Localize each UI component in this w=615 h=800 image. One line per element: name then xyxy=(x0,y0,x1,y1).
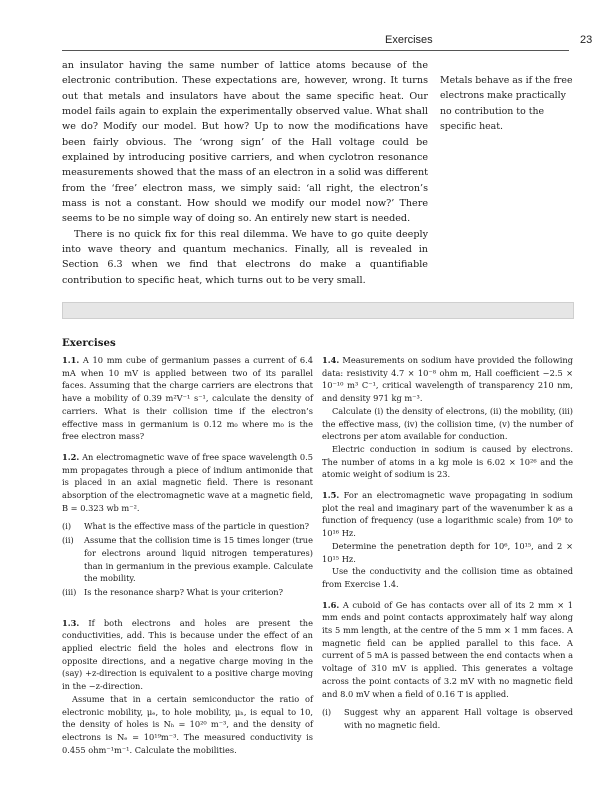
exercise-text: For an electromagnetic wave propagating in sodium plot the real and imaginary part of the wavenumber k as a function of frequency (use a logarithmic scale) from 10⁶ to 10¹⁶ Hz. xyxy=(322,490,573,539)
running-title: Exercises xyxy=(385,34,433,46)
exercise-text: A cuboid of Ge has contacts over all of its 2 mm × 1 mm ends and point contacts approximately half way along its 5 mm length, at the centre of the 5 mm × 1 mm faces. A magnetic field can be applied parallel to this face. A current of 5 mA is passed between the end contacts when a voltage of 310 mV is applied. This generates a voltage across the point contacts of 3.2 mV with no magnetic field and 8.0 mV when a field of 0.16 T is applied. xyxy=(322,599,573,699)
exercise-number: 1.3. xyxy=(62,617,80,628)
exercise-text-continued: Assume that in a certain semiconductor the ratio of electronic mobility, μₑ, to hole mobility, μₕ, is equal to 10, the density of holes is Nₕ = 10²⁰ m⁻³, and the density of electrons is Nₑ = 10¹⁹m⁻³. The measured conductivity is 0.455 ohm⁻¹m⁻¹. Calculate the mobilities. xyxy=(62,693,313,755)
exercise-1-6-subitems xyxy=(322,706,573,731)
exercise-number: 1.4. xyxy=(322,355,340,365)
body-paragraph-2: There is no quick fix for this real dilemma. We have to go quite deeply into wave theory and quantum mechanics. Finally, all is revealed in Section 6.3 when we find that electrons do make a quantifiable contribution to specific heat, which turns out to be very small. xyxy=(62,228,428,286)
exercises-right-column xyxy=(322,354,573,740)
exercise-text-continued: Electric conduction in sodium is caused by electrons. The number of atoms in a kg mole is 6.02 × 10²⁶ and the atomic weight of sodium is 23. xyxy=(322,443,573,480)
exercise-1-1 xyxy=(62,354,313,443)
exercise-text-continued: Calculate (i) the density of electrons, (ii) the mobility, (iii) the effective mass, (iv) the collision time, (v) the number of electrons per atom available for conduction. xyxy=(322,405,573,442)
header-rule xyxy=(62,50,569,51)
exercise-1-5 xyxy=(322,489,573,591)
exercise-number: 1.6. xyxy=(322,599,340,610)
exercise-number: 1.5. xyxy=(322,490,340,501)
exercises-left-column xyxy=(62,354,313,764)
margin-note: Metals behave as if the free electrons make practically no contribution to the specific heat. xyxy=(440,75,573,133)
exercise-text-continued: Use the conductivity and the collision time as obtained from Exercise 1.4. xyxy=(322,566,573,589)
exercises-heading: Exercises xyxy=(62,337,116,349)
exercise-1-3 xyxy=(62,617,313,757)
exercise-text: Measurements on sodium have provided the following data: resistivity 4.7 × 10⁻⁸ ohm m, Hall coefficient −2.5 × 10⁻¹⁰ m³ C⁻¹, critical wavelength of transparency 210 nm, and density 971 kg m⁻³. xyxy=(322,355,573,404)
exercise-text: A 10 mm cube of germanium passes a current of 6.4 mA when 10 mV is applied between two of its parallel faces. Assuming that the charge carriers are electrons that have a mobility of 0.39 m²V⁻¹ s⁻¹, calculate the density of carriers. What is their collision time if the electron’s effective mass in germanium is 0.12 m₀ where m₀ is the free electron mass? xyxy=(62,355,314,442)
page-number: 23 xyxy=(580,34,593,46)
exercise-text-continued: Determine the penetration depth for 10⁶, 10¹⁵, and 2 × 10¹⁵ Hz. xyxy=(322,540,573,564)
list-item: (ii) Assume that the collision time is 15 times longer (true for electrons around liquid nitrogen temperatures) than in germanium in the previous example. Calculate the mobility. xyxy=(62,535,313,584)
exercise-number: 1.2. xyxy=(62,451,80,462)
exercise-text: If both electrons and holes are present the conductivities, add. This is because under the effect of an applied electric field the holes and electrons flow in opposite directions, and a negative charge moving in the (say) +z-direction is equivalent to a positive charge moving in the −z-direction. xyxy=(62,617,313,692)
main-body-text xyxy=(62,58,428,288)
list-item: (i) What is the effective mass of the particle in question? xyxy=(62,521,310,532)
exercise-1-6 xyxy=(322,599,573,732)
body-paragraph-1: an insulator having the same number of lattice atoms because of the electronic contribution. These expectations are, however, wrong. It turns out that metals and insulators have about the same specific heat. Our model fails again to explain the experimentally observed value. What shall we do? Modify our model. But how? Up to now the modifications have been fairly obvious. The ‘wrong sign’ of the Hall voltage could be explained by introducing positive carriers, and when cyclotron resonance measurements showed that the mass of an electron in a solid was different from the ‘free’ electron mass, we simply said: ‘all right, the electron’s mass is not a constant. How should we modify our model now?’ There seems to be no simple way of doing so. An entirely new start is needed. xyxy=(62,60,428,225)
exercise-1-4 xyxy=(322,354,573,481)
list-item: (i) Suggest why an apparent Hall voltage is observed with no magnetic field. xyxy=(322,707,573,730)
exercise-1-2-subitems xyxy=(62,520,313,598)
page-header xyxy=(0,34,615,52)
section-divider-box xyxy=(62,302,574,319)
exercise-text: An electromagnetic wave of free space wavelength 0.5 mm propagates through a piece of indium antimonide that is placed in an axial magnetic field. There is resonant absorption of the electromagnetic wave at a magnetic field, B = 0.323 wb m⁻². xyxy=(62,451,313,513)
exercise-1-2 xyxy=(62,451,313,599)
exercise-number: 1.1. xyxy=(62,355,80,365)
list-item: (iii) Is the resonance sharp? What is your criterion? xyxy=(62,586,284,597)
